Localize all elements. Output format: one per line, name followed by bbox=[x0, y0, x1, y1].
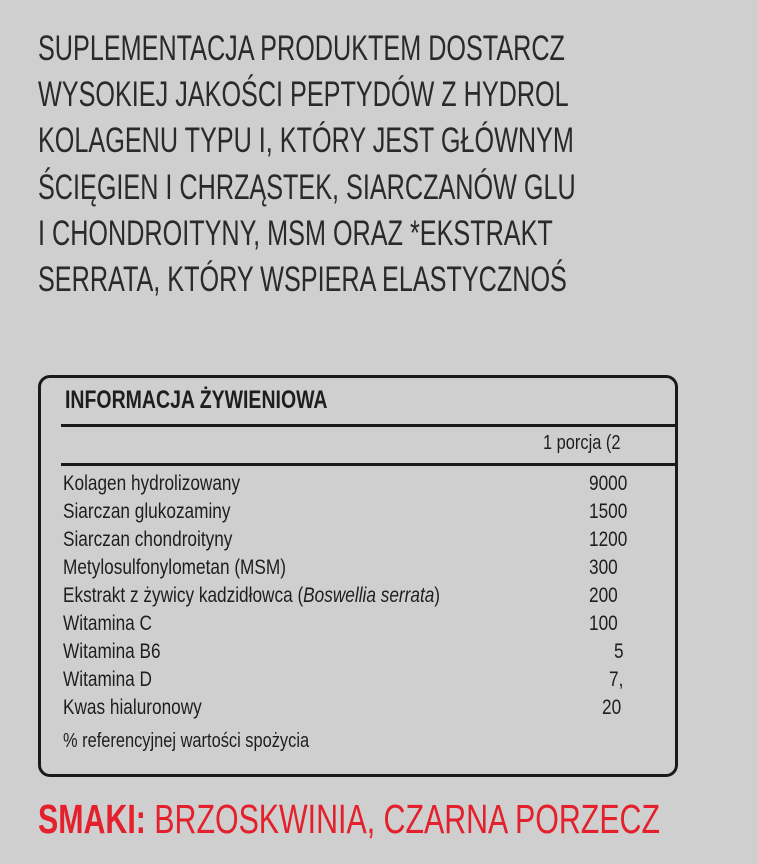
nutrition-panel bbox=[38, 375, 678, 777]
description-line-1: SUPLEMENTACJA PRODUKTEM DOSTARCZ bbox=[38, 29, 565, 68]
description-line-6: SERRATA, KTÓRY WSPIERA ELASTYCZNOŚ bbox=[38, 259, 567, 299]
nutrient-name: Kolagen hydrolizowany bbox=[63, 472, 241, 495]
nutrient-value: 1200 bbox=[589, 528, 628, 551]
nutrient-value: 300 bbox=[589, 556, 618, 579]
description-line-4: ŚCIĘGIEN I CHRZĄSTEK, SIARCZANÓW GLU bbox=[38, 167, 576, 207]
flavors-line bbox=[38, 796, 660, 843]
nutrient-value: 9000 bbox=[589, 472, 628, 495]
nutrient-value: 5 bbox=[614, 640, 624, 663]
nutrient-value: 100 bbox=[589, 612, 618, 635]
nutrient-name: Witamina C bbox=[63, 612, 152, 635]
nutrient-name bbox=[63, 584, 440, 608]
header-divider bbox=[61, 463, 675, 466]
nutrient-name-suffix: ) bbox=[434, 584, 441, 607]
description-line-5: I CHONDROITYNY, MSM ORAZ *EKSTRAKT bbox=[38, 213, 553, 253]
nutrient-name: Witamina B6 bbox=[63, 640, 161, 663]
title-divider bbox=[61, 424, 675, 427]
nutrient-name: Witamina D bbox=[63, 668, 152, 691]
description-line-2: WYSOKIEJ JAKOŚCI PEPTYDÓW Z HYDROL bbox=[38, 75, 569, 115]
product-description bbox=[38, 26, 758, 303]
nutrient-name: Kwas hialuronowy bbox=[63, 696, 202, 719]
flavors-list: BRZOSKWINIA, CZARNA PORZECZ bbox=[145, 796, 661, 842]
nutrient-name: Metylosulfonylometan (MSM) bbox=[63, 556, 286, 579]
reference-intake-footnote: % referencyjnej wartości spożycia bbox=[63, 730, 310, 752]
description-line-3: KOLAGENU TYPU I, KTÓRY JEST GŁÓWNYM bbox=[38, 121, 574, 161]
flavors-label: SMAKI: bbox=[38, 796, 146, 842]
nutrition-title: INFORMACJA ŻYWIENIOWA bbox=[65, 386, 328, 414]
nutrient-value: 200 bbox=[589, 584, 618, 607]
serving-column-header: 1 porcja (2 bbox=[543, 432, 621, 454]
nutrient-value: 7, bbox=[609, 668, 624, 691]
nutrient-name: Siarczan chondroityny bbox=[63, 528, 233, 551]
nutrient-value: 20 bbox=[602, 696, 622, 719]
nutrient-name: Siarczan glukozaminy bbox=[63, 500, 231, 523]
nutrient-value: 1500 bbox=[589, 500, 628, 523]
nutrient-name-latin: Boswellia serrata bbox=[303, 584, 435, 607]
nutrient-name-prefix: Ekstrakt z żywicy kadzidłowca ( bbox=[63, 584, 304, 607]
